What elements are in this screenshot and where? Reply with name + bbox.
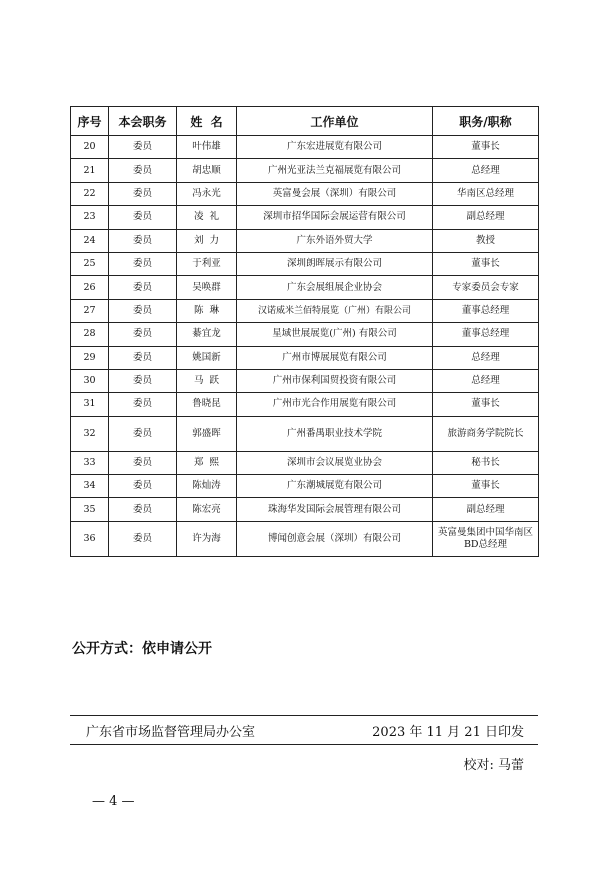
cell-no: 24 [71,229,109,252]
table-row [71,393,539,416]
cell-unit: 广东宏进展览有限公司 [237,136,433,159]
cell-unit: 英富曼会展（深圳）有限公司 [237,182,433,205]
cell-title: 总经理 [433,369,539,392]
cell-role: 委员 [109,451,177,474]
table-row [71,475,539,498]
cell-unit: 汉诺威米兰佰特展览（广州）有限公司 [237,299,433,322]
cell-role: 委员 [109,299,177,322]
cell-role: 委员 [109,393,177,416]
cell-title: 董事总经理 [433,323,539,346]
cell-no: 27 [71,299,109,322]
cell-title: 专家委员会专家 [433,276,539,299]
cell-title: 董事长 [433,252,539,275]
cell-unit: 广东潮城展览有限公司 [237,475,433,498]
table-row [71,369,539,392]
cell-unit: 深圳市会议展览业协会 [237,451,433,474]
table-row [71,498,539,521]
cell-role: 委员 [109,276,177,299]
cell-role: 委员 [109,346,177,369]
cell-title: 董事长 [433,136,539,159]
cell-role: 委员 [109,475,177,498]
cell-unit: 深圳市招华国际会展运营有限公司 [237,206,433,229]
cell-no: 26 [71,276,109,299]
table-row [71,451,539,474]
cell-no: 25 [71,252,109,275]
cell-unit: 广州市博展展览有限公司 [237,346,433,369]
table-row [71,182,539,205]
table-row [71,136,539,159]
cell-no: 35 [71,498,109,521]
table-row [71,521,539,556]
cell-name: 许为海 [177,521,237,556]
issuer-office: 广东省市场监督管理局办公室 [86,725,256,740]
cell-title: 教授 [433,229,539,252]
cell-role: 委员 [109,521,177,556]
table-row [71,252,539,275]
header-no: 序号 [71,107,109,136]
disclosure-method: 公开方式：依申请公开 [72,641,212,657]
cell-unit: 广东会展组展企业协会 [237,276,433,299]
cell-name: 陈 琳 [177,299,237,322]
cell-title: 秘书长 [433,451,539,474]
cell-no: 36 [71,521,109,556]
table-header-row [71,107,539,136]
header-name: 姓 名 [177,107,237,136]
cell-name: 叶伟雄 [177,136,237,159]
proofreader: 校对: 马蕾 [463,758,524,773]
table-row [71,276,539,299]
cell-no: 21 [71,159,109,182]
cell-no: 23 [71,206,109,229]
footer-top-rule [70,715,538,716]
cell-unit: 博闻创意会展（深圳）有限公司 [237,521,433,556]
cell-title: 董事长 [433,475,539,498]
cell-name: 姚国新 [177,346,237,369]
cell-unit: 广州番禺职业技术学院 [237,416,433,451]
cell-unit: 广东外语外贸大学 [237,229,433,252]
cell-name: 郑 熙 [177,451,237,474]
cell-title: 董事长 [433,393,539,416]
cell-name: 綦宜龙 [177,323,237,346]
cell-no: 34 [71,475,109,498]
cell-unit: 广州市光合作用展览有限公司 [237,393,433,416]
cell-name: 郭盛晖 [177,416,237,451]
cell-no: 30 [71,369,109,392]
table-row [71,229,539,252]
table-row [71,346,539,369]
cell-name: 胡忠顺 [177,159,237,182]
header-title: 职务/职称 [433,107,539,136]
cell-unit: 广州市保利国贸投资有限公司 [237,369,433,392]
cell-no: 33 [71,451,109,474]
cell-no: 20 [71,136,109,159]
cell-no: 22 [71,182,109,205]
cell-role: 委员 [109,182,177,205]
cell-name: 吴唤群 [177,276,237,299]
cell-title: 董事总经理 [433,299,539,322]
cell-no: 29 [71,346,109,369]
cell-title: 旅游商务学院院长 [433,416,539,451]
cell-name: 于利亚 [177,252,237,275]
cell-role: 委员 [109,229,177,252]
committee-members-table [70,106,539,557]
cell-name: 陈宏亮 [177,498,237,521]
cell-no: 32 [71,416,109,451]
table-row [71,159,539,182]
cell-role: 委员 [109,498,177,521]
cell-name: 冯永光 [177,182,237,205]
cell-no: 28 [71,323,109,346]
cell-role: 委员 [109,206,177,229]
header-unit: 工作单位 [237,107,433,136]
table-row [71,299,539,322]
issue-date: 2023 年 11 月 21 日印发 [372,725,524,740]
header-role: 本会职务 [109,107,177,136]
cell-no: 31 [71,393,109,416]
cell-name: 凌 礼 [177,206,237,229]
cell-role: 委员 [109,136,177,159]
cell-unit: 广州光亚法兰克福展览有限公司 [237,159,433,182]
cell-name: 马 跃 [177,369,237,392]
cell-role: 委员 [109,252,177,275]
cell-title: 副总经理 [433,206,539,229]
cell-role: 委员 [109,159,177,182]
cell-unit: 星域世展展览(广州) 有限公司 [237,323,433,346]
page-number: — 4 — [92,794,135,809]
cell-role: 委员 [109,323,177,346]
cell-role: 委员 [109,369,177,392]
cell-name: 刘 力 [177,229,237,252]
cell-unit: 深圳朗晖展示有限公司 [237,252,433,275]
cell-title: 英富曼集团中国华南区 BD总经理 [433,521,539,556]
table-row [71,416,539,451]
cell-role: 委员 [109,416,177,451]
cell-name: 鲁晓昆 [177,393,237,416]
table-row [71,323,539,346]
cell-title: 华南区总经理 [433,182,539,205]
table-row [71,206,539,229]
footer-bottom-rule [70,744,538,745]
cell-name: 陈灿涛 [177,475,237,498]
cell-unit: 珠海华发国际会展管理有限公司 [237,498,433,521]
cell-title: 总经理 [433,159,539,182]
cell-title: 总经理 [433,346,539,369]
cell-title: 副总经理 [433,498,539,521]
